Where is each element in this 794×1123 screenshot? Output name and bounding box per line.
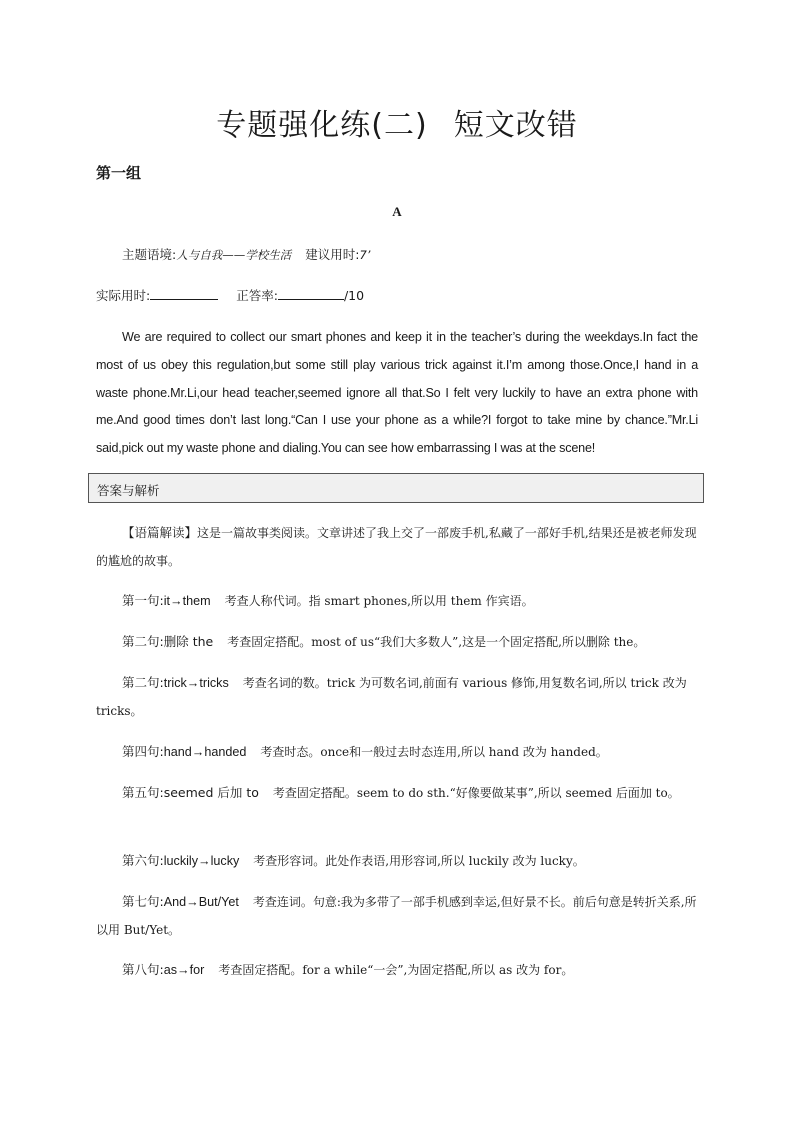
answer-label: 第五句: xyxy=(122,785,164,800)
answer-item xyxy=(96,669,698,725)
time-value: 7’ xyxy=(359,248,371,262)
answer-header xyxy=(88,473,704,503)
record-line xyxy=(96,286,364,304)
intro-label: 【语篇解读】 xyxy=(122,525,198,540)
answer-explanation: 考查固定搭配。for a while“一会”,为固定搭配,所以 as 改为 for。 xyxy=(218,963,574,977)
answer-label: 第四句: xyxy=(122,744,164,759)
answer-fix: seemed 后加 to xyxy=(163,785,259,800)
answer-fix: hand→handed xyxy=(163,745,247,759)
title-main: 专题强化练(二) xyxy=(216,108,428,143)
answer-explanation: 考查固定搭配。seem to do sth.“好像要做某事”,所以 seemed 后面加 to。 xyxy=(272,786,680,800)
answer-label: 第八句: xyxy=(122,962,164,977)
answer-label: 第二句: xyxy=(122,675,164,690)
page-title xyxy=(0,100,794,144)
answer-fix: luckily→lucky xyxy=(163,854,240,868)
title-sub: 短文改错 xyxy=(453,108,578,143)
answer-explanation: 考查时态。once和一般过去时态连用,所以 hand 改为 handed。 xyxy=(260,745,608,759)
topic-value: 人与自我——学校生活 xyxy=(176,248,292,262)
answer-label: 第六句: xyxy=(122,853,164,868)
answer-item xyxy=(96,956,698,984)
answer-item xyxy=(96,847,698,875)
answer-header-label: 答案与解析 xyxy=(97,483,160,498)
answer-label: 第二句: xyxy=(122,634,164,649)
answer-explanation: 考查名词的数。trick 为可数名词,前面有 various 修饰,用复数名词,所以 trick 改为 tricks。 xyxy=(96,676,687,718)
answer-item xyxy=(96,587,698,615)
answer-item xyxy=(96,779,698,807)
section-letter: A xyxy=(392,204,402,219)
accuracy-blank xyxy=(278,287,344,300)
answer-fix: as→for xyxy=(163,963,205,977)
answer-item xyxy=(96,888,698,944)
answer-fix: And→But/Yet xyxy=(163,895,239,909)
time-label: 建议用时: xyxy=(305,247,360,262)
answer-item xyxy=(96,738,698,766)
topic-meta xyxy=(122,245,370,263)
answer-label: 第一句: xyxy=(122,593,164,608)
topic-label: 主题语境: xyxy=(122,247,177,262)
passage-text: We are required to collect our smart phones and keep it in the teacher’s during the weekdays.In fact the most of us obey this regulation,but some still play various trick against it.I’m among those.Once,I hand in a waste phone.Mr.Li,our head teacher,seemed ignore all that.So I felt very luckily to have an extra phone with me.And good times don’t last long.“Can I use your phone as a while?I forgot to take mine by chance.”Mr.Li said,pick out my waste phone and dialing.You can see how embarrassing I was at the scene! xyxy=(96,330,698,456)
accuracy-total: /10 xyxy=(343,288,365,303)
answer-item xyxy=(96,628,698,656)
answer-fix: it→them xyxy=(163,594,211,608)
intro-paragraph xyxy=(96,519,698,575)
group-label: 第一组 xyxy=(96,164,142,182)
actual-time-label: 实际用时: xyxy=(96,288,151,303)
answer-label: 第七句: xyxy=(122,894,164,909)
actual-time-blank xyxy=(150,287,218,300)
answer-explanation: 考查连词。句意:我为多带了一部手机感到幸运,但好景不长。前后句意是转折关系,所以用 But/Yet。 xyxy=(96,895,697,937)
answer-explanation: 考查人称代词。指 smart phones,所以用 them 作宾语。 xyxy=(224,594,534,608)
answer-fix: 删除 the xyxy=(163,634,214,649)
intro-text: 这是一篇故事类阅读。文章讲述了我上交了一部废手机,私藏了一部好手机,结果还是被老师发现的尴尬的故事。 xyxy=(96,526,697,568)
answer-fix: trick→tricks xyxy=(163,676,229,690)
accuracy-label: 正答率: xyxy=(236,288,278,303)
answer-explanation: 考查形容词。此处作表语,用形容词,所以 luckily 改为 lucky。 xyxy=(253,854,585,868)
answer-explanation: 考查固定搭配。most of us“我们大多数人”,这是一个固定搭配,所以删除 the。 xyxy=(227,635,646,649)
